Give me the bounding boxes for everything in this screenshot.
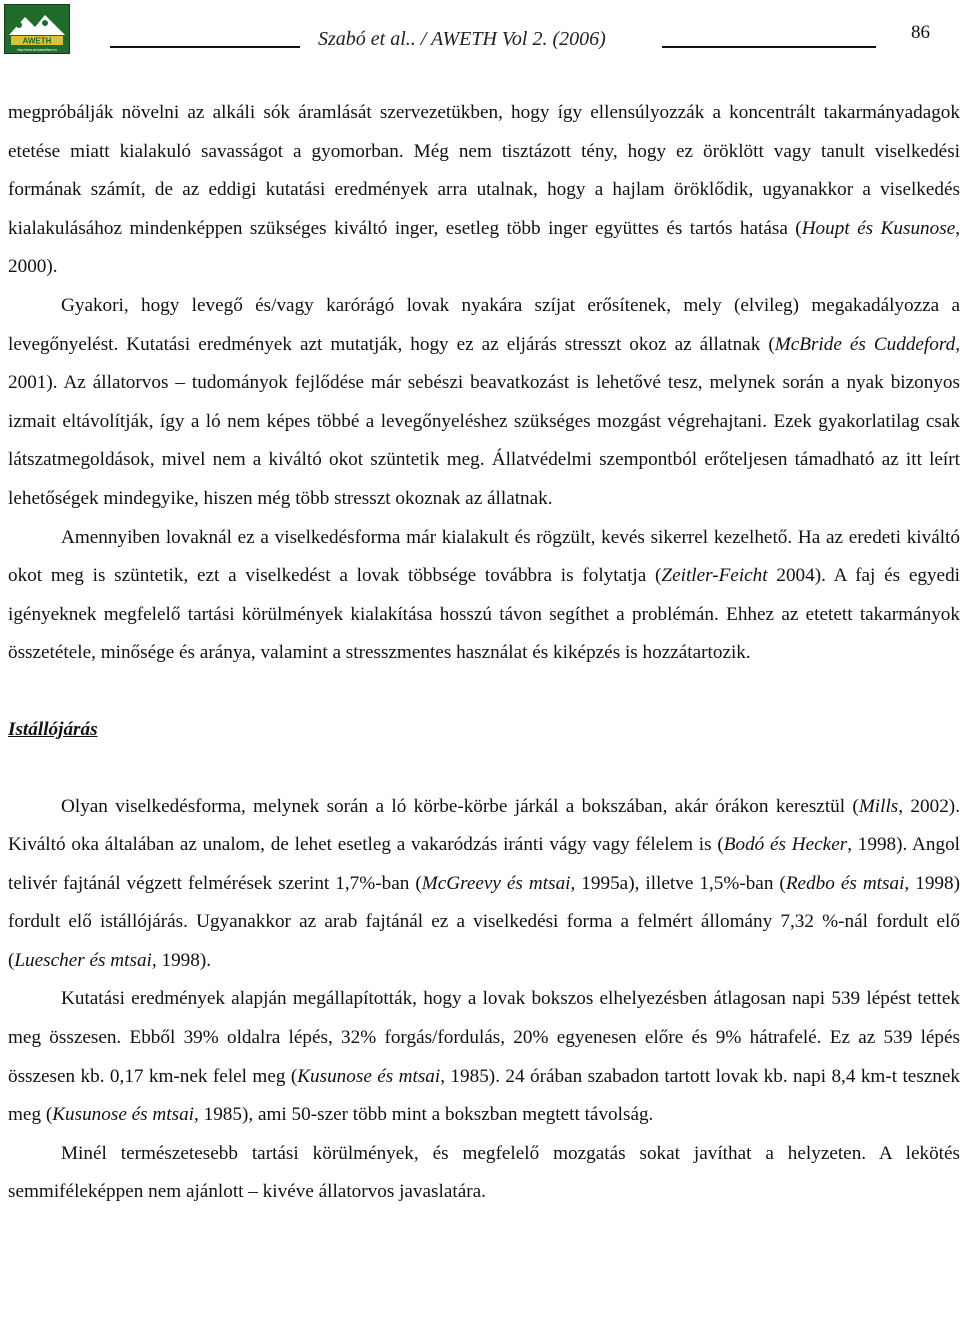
citation-authors: Bodó és Hecker: [723, 834, 848, 856]
paragraph: [8, 1135, 960, 1212]
citation-authors: Mills: [858, 795, 899, 817]
text-run: , 1985), ami 50-szer több mint a bokszban megtett távolság.: [194, 1104, 654, 1126]
citation-authors: Luescher és mtsai: [14, 949, 152, 971]
running-title: Szabó et al.. / AWETH Vol 2. (2006): [318, 28, 606, 50]
text-run: megpróbálják növelni az alkáli sók áramlását szervezetükben, hogy így ellensúlyozzák a koncentrált takarmányadagok etetése miatt kialakuló savasságot a gyomorban. Még nem tisztázott tény, hogy ez öröklött vagy tanult viselkedési formának számít, de az eddigi kutatási eredmények arra utalnak, hogy a hajlam öröklődik, ugyanakkor a viselkedés kialakulásához mindenképpen szükséges kiváltó inger, esetleg több inger együttes és tartós hatása (: [8, 102, 960, 239]
header-rule-right: [662, 46, 876, 48]
page-number: 86: [911, 22, 930, 43]
citation-authors: Houpt és Kusunose: [801, 217, 956, 239]
text-run: , 2002). Kiváltó oka általában az unalom, de lehet esetleg a vakaródzás iránti vágy vagy félelem is (: [8, 795, 960, 856]
text-run: Kutatási eredmények alapján megállapították, hogy a lovak bokszos elhelyezésben átlagosan napi 539 lépést tettek meg összesen. Ebből 39% oldalra lépés, 32% forgás/fordulás, 20% egyenesen előre és 9% hátrafelé. Ez az 539 lépés összesen kb. 0,17 km-nek felel meg (: [8, 988, 960, 1087]
logo-wordmark: AWETH: [22, 36, 52, 46]
text-run: , 1998) fordult elő istállójárás. Ugyanakkor az arab fajtánál ez a viselkedési forma a felmért állomány 7,32 %-nál fordult elő (: [8, 872, 960, 971]
text-run: , 2001). Az állatorvos – tudományok fejlődése már sebészi beavatkozást is lehetővé tesz, melynek során a nyak bizonyos izmait eltávolítják, így a ló nem képes többé a levegőnyeléshez szükséges mozgást végrehajtani. Ezek gyakorlatilag csak látszatmegoldások, mivel nem a kiváltó okot szüntetik meg. Állatvédelmi szempontból erőteljesen támadható az itt leírt lehetőségek mindegyike, hiszen még több stresszt okoznak az állatnak.: [8, 333, 960, 509]
text-run: Minél természetesebb tartási körülmények, és megfelelő mozgatás sokat javíthat a helyzeten. A lekötés semmiféleképpen nem ajánlott – kivéve állatorvos javaslatára.: [8, 1142, 960, 1203]
citation-authors: McBride és Cuddeford: [774, 333, 956, 355]
citation-authors: Redbo és mtsai: [785, 872, 905, 894]
paragraph: [8, 287, 960, 519]
paragraph: [8, 94, 960, 287]
paragraph: [8, 788, 960, 981]
text-run: Amennyiben lovaknál ez a viselkedésforma már kialakult és rögzült, kevés sikerrel kezelhető. Ha az eredeti kiváltó okot meg is szüntetik, ezt a viselkedést a lovak többsége továbbra is folytatja (: [8, 526, 960, 587]
text-run: Gyakori, hogy levegő és/vagy karórágó lovak nyakára szíjat erősítenek, mely (elvileg) megakadályozza a levegőnyelést. Kutatási eredmények azt mutatják, hogy ez az eljárás stresszt okoz az állatnak (: [8, 294, 960, 355]
paragraph: [8, 980, 960, 1134]
paragraph: [8, 519, 960, 673]
text-run: , 1998). Angol telivér fajtánál végzett felmérések szerint 1,7%-ban (: [8, 834, 960, 894]
header-rule-left: [110, 46, 300, 48]
text-run: , 1985). 24 órában szabadon tartott lovak kb. napi 8,4 km-t tesznek meg (: [8, 1065, 960, 1126]
citation-authors: Zeitler-Feicht: [661, 565, 768, 587]
text-run: , 1995a), illetve 1,5%-ban (: [570, 872, 786, 894]
citation-authors: Kusunose és mtsai: [297, 1065, 441, 1087]
running-head: [110, 24, 880, 54]
section-heading: Istállójárás: [8, 718, 98, 740]
logo-url: http://www.animalwelfare.hu: [17, 48, 57, 52]
text-run: 2004). A faj és egyedi igényeknek megfelelő tartási körülmények kialakítása hosszú távon segíthet a problémán. Ehhez az etetett takarmányok összetétele, minősége és aránya, valamint a stresszmentes használat és kiképzés is hozzátartozik.: [8, 565, 960, 664]
citation-authors: Kusunose és mtsai: [52, 1104, 195, 1126]
journal-logo: [4, 4, 70, 54]
text-run: , 1998).: [151, 949, 212, 971]
article-body: [8, 94, 960, 1212]
text-run: Olyan viselkedésforma, melynek során a ló körbe-körbe járkál a bokszában, akár órákon keresztül (: [61, 795, 859, 817]
text-run: , 2000).: [8, 217, 960, 278]
citation-authors: McGreevy és mtsai: [421, 872, 571, 894]
